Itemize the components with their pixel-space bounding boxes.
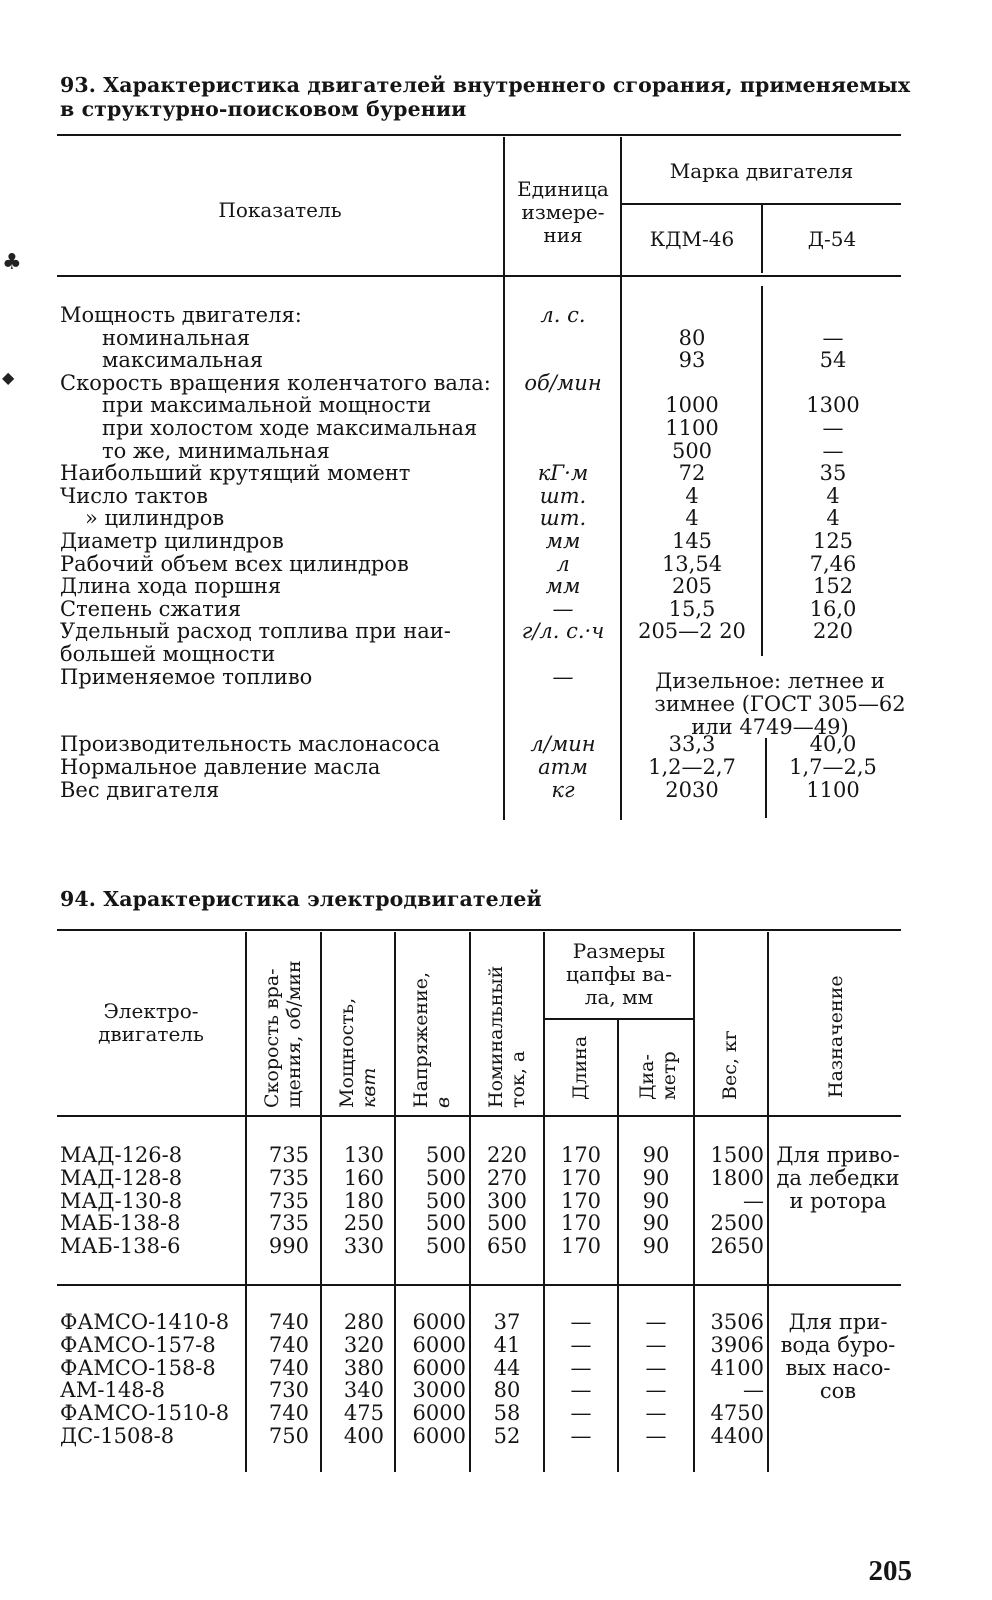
row-value-kdm46: 500 xyxy=(671,438,713,463)
row-value-kdm46: 72 xyxy=(678,461,706,486)
motor-speed: 735 xyxy=(268,1188,309,1213)
row-label: Производительность маслонасоса xyxy=(60,732,440,757)
row-value-kdm46: 93 xyxy=(678,348,706,373)
row-value-d54: 35 xyxy=(819,461,847,486)
purpose-2-line2: вода буро- xyxy=(780,1333,896,1357)
header-diam-l1: Диа- xyxy=(636,1054,658,1100)
purpose-1-line1: Для приво- xyxy=(776,1143,900,1167)
fuel-line3: или 4749—49) xyxy=(691,715,849,739)
fuel-line2: зимнее (ГОСТ 305—62 xyxy=(654,692,906,716)
row-value-kdm46: 4 xyxy=(685,483,699,508)
header-power-l1: Мощность, xyxy=(336,997,358,1108)
row-value-d54: 1300 xyxy=(806,393,860,418)
table-93-caption-line1: 93. Характеристика двигателей внутреннего сгорания, применяемых xyxy=(60,73,911,97)
row-value-d54: 40,0 xyxy=(809,732,857,757)
journal-length: 170 xyxy=(560,1234,602,1259)
motor-power: 320 xyxy=(343,1332,384,1357)
row-unit: кг xyxy=(551,777,575,802)
journal-length: 170 xyxy=(560,1143,602,1167)
journal-diameter: 90 xyxy=(642,1188,670,1213)
motor-name: ДС-1508-8 xyxy=(60,1424,175,1448)
margin-mark: ♣ xyxy=(2,250,22,275)
motor-weight: 3906 xyxy=(710,1332,764,1357)
motor-current: 52 xyxy=(493,1424,521,1448)
motor-voltage: 6000 xyxy=(412,1332,466,1357)
row-unit: атм xyxy=(538,755,588,779)
row-value-kdm46: 4 xyxy=(685,506,699,531)
motor-current: 37 xyxy=(493,1310,521,1334)
header-journal-l1: Размеры xyxy=(572,939,666,963)
motor-speed: 735 xyxy=(268,1165,309,1190)
motor-current: 220 xyxy=(486,1143,528,1167)
journal-diameter: 90 xyxy=(642,1211,670,1236)
row-value-d54: 54 xyxy=(819,348,847,373)
row-value-d54: 4 xyxy=(826,506,840,531)
row-label: максимальная xyxy=(102,348,264,373)
header-unit-l1: Единица xyxy=(517,177,609,201)
row-value-d54: 220 xyxy=(812,619,854,644)
journal-diameter: — xyxy=(645,1310,667,1334)
row-unit: мм xyxy=(545,574,581,599)
journal-length: 170 xyxy=(560,1165,602,1190)
motor-current: 80 xyxy=(493,1378,521,1403)
header-unit-l2: измере- xyxy=(521,200,605,224)
header-purpose: Назначение xyxy=(825,975,847,1098)
motor-voltage: 6000 xyxy=(412,1355,466,1380)
motor-speed: 990 xyxy=(268,1234,309,1259)
journal-diameter: — xyxy=(645,1424,667,1448)
motor-speed: 740 xyxy=(268,1355,309,1380)
motor-name: МАД-130-8 xyxy=(60,1188,183,1213)
row-label: то же, минимальная xyxy=(102,438,330,463)
row-label: номинальная xyxy=(102,325,251,350)
row-label: Нормальное давление масла xyxy=(60,755,381,779)
motor-current: 270 xyxy=(486,1165,528,1190)
row-label: Удельный расход топлива при наи- xyxy=(60,619,451,644)
row-label: Рабочий объем всех цилиндров xyxy=(60,551,409,576)
row-unit: л xyxy=(556,551,570,576)
row-value-d54: 1,7—2,5 xyxy=(789,755,877,779)
row-unit: мм xyxy=(545,529,581,553)
motor-power: 250 xyxy=(343,1211,384,1236)
row-unit: шт. xyxy=(539,483,587,508)
motor-power: 280 xyxy=(343,1310,384,1334)
header-unit-l3: ния xyxy=(543,223,583,247)
header-rule xyxy=(57,1115,901,1117)
row-value-kdm46: 2030 xyxy=(665,777,719,802)
header-power-l2: квт xyxy=(358,1067,380,1108)
purpose-2-line3: вых насо- xyxy=(785,1356,891,1380)
header-voltage-l2: в xyxy=(432,1096,454,1108)
row-label: Скорость вращения коленчатого вала: xyxy=(60,370,491,395)
motor-name: ФАМСО-1510-8 xyxy=(60,1401,230,1426)
row-label: » цилиндров xyxy=(85,506,225,531)
row-value-d54: — xyxy=(822,416,844,440)
row-label: Мощность двигателя: xyxy=(60,303,302,327)
journal-length: 170 xyxy=(560,1211,602,1236)
journal-length: — xyxy=(570,1310,592,1334)
motor-voltage: 500 xyxy=(425,1234,466,1259)
journal-length: 170 xyxy=(560,1188,602,1213)
purpose-1-line2: да лебедки xyxy=(776,1166,900,1190)
journal-length: — xyxy=(570,1424,592,1448)
row-unit: г/л. с.·ч xyxy=(521,619,605,644)
row-label: Степень сжатия xyxy=(60,596,242,621)
header-motor-l2: двигатель xyxy=(98,1022,204,1046)
motor-power: 475 xyxy=(343,1401,384,1426)
header-weight: Вес, кг xyxy=(719,1030,741,1100)
motor-weight: 1800 xyxy=(710,1165,764,1190)
motor-weight: 2650 xyxy=(710,1234,764,1259)
motor-name: ФАМСО-157-8 xyxy=(60,1332,216,1357)
header-diam-l2: метр xyxy=(658,1051,680,1100)
motor-power: 180 xyxy=(343,1188,384,1213)
motor-current: 300 xyxy=(486,1188,528,1213)
row-unit: кГ·м xyxy=(537,461,589,486)
row-value-d54: — xyxy=(822,438,844,463)
row-unit: — xyxy=(552,664,574,689)
motor-power: 130 xyxy=(343,1143,384,1167)
top-rule xyxy=(57,134,901,136)
motor-speed: 735 xyxy=(268,1143,309,1167)
motor-speed: 750 xyxy=(268,1424,309,1448)
motor-speed: 740 xyxy=(268,1310,309,1334)
header-speed-l1: Скорость вра- xyxy=(261,968,283,1108)
motor-power: 380 xyxy=(343,1355,384,1380)
motor-name: МАД-128-8 xyxy=(60,1165,183,1190)
row-label: большей мощности xyxy=(60,642,276,666)
row-value-kdm46: 15,5 xyxy=(668,596,716,621)
motor-voltage: 3000 xyxy=(412,1378,466,1403)
motor-voltage: 6000 xyxy=(412,1424,466,1448)
motor-name: АМ-148-8 xyxy=(60,1378,166,1403)
motor-weight: 4400 xyxy=(710,1424,764,1448)
journal-diameter: 90 xyxy=(642,1165,670,1190)
purpose-1-line3: и ротора xyxy=(789,1189,887,1213)
row-value-d54: 4 xyxy=(826,483,840,508)
row-label: Диаметр цилиндров xyxy=(60,529,284,553)
motor-speed: 740 xyxy=(268,1401,309,1426)
row-value-kdm46: 1,2—2,7 xyxy=(648,755,736,779)
journal-diameter: — xyxy=(645,1378,667,1403)
header-brand: Марка двигателя xyxy=(669,159,854,183)
motor-voltage: 500 xyxy=(425,1165,466,1190)
motor-speed: 735 xyxy=(268,1211,309,1236)
row-value-d54: 7,46 xyxy=(809,551,857,576)
header-current-l2: ток, а xyxy=(507,1050,529,1108)
row-value-kdm46: 13,54 xyxy=(661,551,723,576)
row-value-d54: 1100 xyxy=(806,777,860,802)
row-unit: об/мин xyxy=(524,370,602,395)
row-value-kdm46: 80 xyxy=(678,325,706,350)
journal-diameter: — xyxy=(645,1332,667,1357)
row-unit: л. с. xyxy=(540,303,586,327)
motor-weight: 4100 xyxy=(710,1355,764,1380)
journal-length: — xyxy=(570,1355,592,1380)
motor-voltage: 500 xyxy=(425,1143,466,1167)
motor-power: 330 xyxy=(343,1234,384,1259)
motor-current: 41 xyxy=(493,1332,521,1357)
motor-weight: 1500 xyxy=(710,1143,764,1167)
row-value-d54: 16,0 xyxy=(809,596,857,621)
row-value-kdm46: 205—2 20 xyxy=(638,619,746,644)
header-current-l1: Номинальный xyxy=(485,965,507,1108)
motor-power: 160 xyxy=(343,1165,384,1190)
motor-voltage: 6000 xyxy=(412,1310,466,1334)
motor-weight: 3506 xyxy=(710,1310,764,1334)
row-value-kdm46: 1100 xyxy=(665,416,719,440)
journal-diameter: 90 xyxy=(642,1234,670,1259)
motor-voltage: 500 xyxy=(425,1211,466,1236)
motor-speed: 740 xyxy=(268,1332,309,1357)
header-speed-l2: щения, об/мин xyxy=(283,960,305,1108)
row-label: при холостом ходе максимальная xyxy=(102,416,478,440)
row-label: Наибольший крутящий момент xyxy=(60,461,411,486)
purpose-2-line1: Для при- xyxy=(788,1310,888,1334)
journal-length: — xyxy=(570,1332,592,1357)
group-rule xyxy=(57,1284,901,1286)
row-label: Число тактов xyxy=(60,483,208,508)
motor-weight: 4750 xyxy=(710,1401,764,1426)
header-col-kdm46: КДМ-46 xyxy=(649,227,735,251)
motor-speed: 730 xyxy=(268,1378,309,1403)
motor-voltage: 500 xyxy=(425,1188,466,1213)
journal-rule xyxy=(545,1018,693,1020)
page-number: 205 xyxy=(868,1555,912,1587)
row-value-kdm46: 1000 xyxy=(665,393,719,418)
header-rule xyxy=(57,275,901,277)
row-value-kdm46: 33,3 xyxy=(668,732,716,757)
motor-name: ФАМСО-158-8 xyxy=(60,1355,216,1380)
top-rule xyxy=(57,929,901,931)
motor-name: ФАМСО-1410-8 xyxy=(60,1310,230,1334)
journal-length: — xyxy=(570,1401,592,1426)
header-motor-l1: Электро- xyxy=(103,999,199,1023)
purpose-2-line4: сов xyxy=(819,1379,857,1403)
header-length: Длина xyxy=(569,1035,591,1100)
motor-power: 400 xyxy=(343,1424,384,1448)
motor-current: 650 xyxy=(486,1234,528,1259)
header-col-d54: Д-54 xyxy=(807,227,857,251)
header-voltage-l1: Напряжение, xyxy=(410,971,432,1108)
fuel-line1: Дизельное: летнее и xyxy=(655,669,885,693)
journal-length: — xyxy=(570,1378,592,1403)
margin-mark: ◆ xyxy=(2,368,15,387)
motor-current: 500 xyxy=(486,1211,528,1236)
row-label: Вес двигателя xyxy=(60,777,220,802)
row-unit: шт. xyxy=(539,506,587,531)
row-unit: л/мин xyxy=(530,732,596,757)
row-label: Применяемое топливо xyxy=(60,664,313,689)
motor-voltage: 6000 xyxy=(412,1401,466,1426)
table-93-caption-line2: в структурно-поисковом бурении xyxy=(60,97,467,121)
row-unit: — xyxy=(552,596,574,621)
journal-diameter: — xyxy=(645,1355,667,1380)
motor-weight: 2500 xyxy=(710,1211,764,1236)
row-label: при максимальной мощности xyxy=(102,393,432,418)
header-journal-l2: цапфы ва- xyxy=(566,962,672,986)
row-label: Длина хода поршня xyxy=(60,574,282,599)
row-value-d54: — xyxy=(822,325,844,350)
motor-name: МАБ-138-8 xyxy=(60,1211,181,1236)
row-value-d54: 125 xyxy=(812,529,854,553)
row-value-kdm46: 205 xyxy=(671,574,713,599)
motor-current: 58 xyxy=(493,1401,521,1426)
table-94-caption: 94. Характеристика электродвигателей xyxy=(60,887,542,911)
motor-name: МАБ-138-6 xyxy=(60,1234,181,1259)
motor-power: 340 xyxy=(343,1378,384,1403)
motor-current: 44 xyxy=(493,1355,521,1380)
row-value-d54: 152 xyxy=(812,574,854,599)
motor-weight: — xyxy=(743,1188,764,1213)
journal-diameter: 90 xyxy=(642,1143,670,1167)
row-value-kdm46: 145 xyxy=(671,529,713,553)
motor-weight: — xyxy=(743,1378,764,1403)
journal-diameter: — xyxy=(645,1401,667,1426)
header-param: Показатель xyxy=(218,198,342,222)
motor-name: МАД-126-8 xyxy=(60,1143,183,1167)
header-journal-l3: ла, мм xyxy=(584,985,654,1009)
